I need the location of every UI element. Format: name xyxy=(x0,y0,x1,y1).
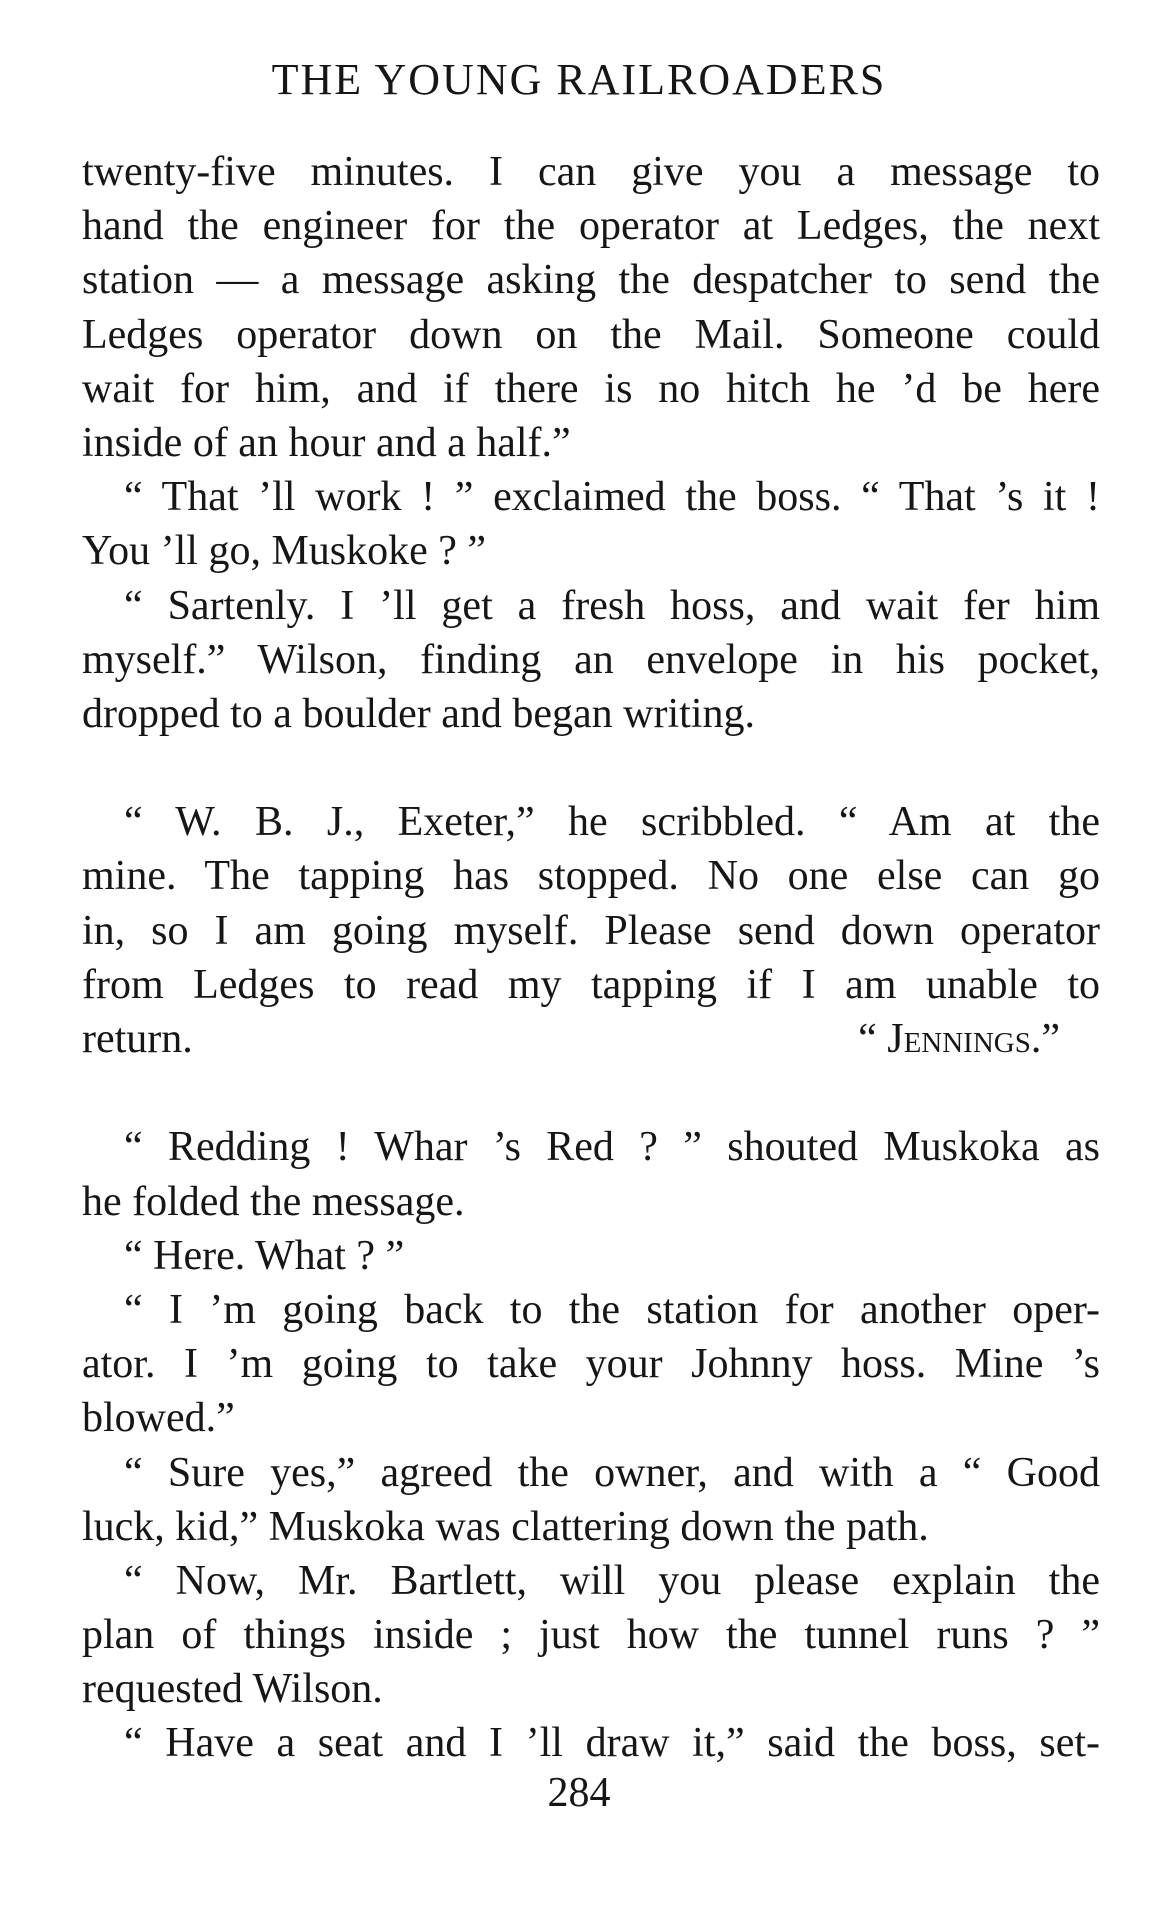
message-signature: “ Jennings.” xyxy=(858,1016,1060,1062)
page-number: 284 xyxy=(547,1770,611,1816)
text-line: ator. I ’m going to take your Johnny hoss. Mine ’s xyxy=(82,1341,1100,1388)
text-line: “ I ’m going back to the station for another oper- xyxy=(124,1286,1100,1333)
running-head: THE YOUNG RAILROADERS xyxy=(271,55,887,104)
text-line: Ledges operator down on the Mail. Someone could xyxy=(82,311,1100,358)
message-last-line xyxy=(82,1012,1100,1066)
message-line: mine. The tapping has stopped. No one else can go xyxy=(82,853,1100,900)
message-line: in, so I am going myself. Please send down operator xyxy=(82,907,1100,954)
text-line: wait for him, and if there is no hitch he ’d be here xyxy=(82,365,1100,412)
text-line: luck, kid,” Muskoka was clattering down the path. xyxy=(82,1503,929,1550)
text-line: blowed.” xyxy=(82,1395,235,1442)
text-line: inside of an hour and a half.” xyxy=(82,419,571,466)
text-line: myself.” Wilson, finding an envelope in his pocket, xyxy=(82,636,1100,683)
message-line: from Ledges to read my tapping if I am unable to xyxy=(82,961,1100,1008)
text-line: plan of things inside ; just how the tunnel runs ? ” xyxy=(82,1612,1100,1659)
text-line: twenty-five minutes. I can give you a message to xyxy=(82,149,1100,195)
text-line: “ Sure yes,” agreed the owner, and with a “ Good xyxy=(124,1449,1100,1496)
text-line: dropped to a boulder and began writing. xyxy=(82,690,755,737)
paragraph-gap xyxy=(82,1066,1100,1120)
text-line: You ’ll go, Muskoke ? ” xyxy=(82,528,487,575)
text-line: “ Sartenly. I ’ll get a fresh hoss, and wait fer him xyxy=(124,582,1100,629)
paragraph-gap xyxy=(82,741,1100,795)
message-line: “ W. B. J., Exeter,” he scribbled. “ Am at the xyxy=(124,799,1100,846)
message-line-end: return. xyxy=(82,1016,193,1062)
text-line: station — a message asking the despatcher to send the xyxy=(82,257,1100,304)
text-line: “ Here. What ? ” xyxy=(124,1232,405,1279)
text-line: “ Now, Mr. Bartlett, will you please explain the xyxy=(124,1557,1100,1604)
text-line: he folded the message. xyxy=(82,1178,465,1225)
text-line: “ That ’ll work ! ” exclaimed the boss. “ That ’s it ! xyxy=(124,474,1100,521)
text-line: “ Have a seat and I ’ll draw it,” said the boss, set- xyxy=(124,1720,1100,1767)
body-text xyxy=(82,145,1100,1771)
text-line: hand the engineer for the operator at Ledges, the next xyxy=(82,203,1100,250)
text-line: requested Wilson. xyxy=(82,1666,383,1713)
text-line: “ Redding ! Whar ’s Red ? ” shouted Muskoka as xyxy=(124,1124,1100,1171)
